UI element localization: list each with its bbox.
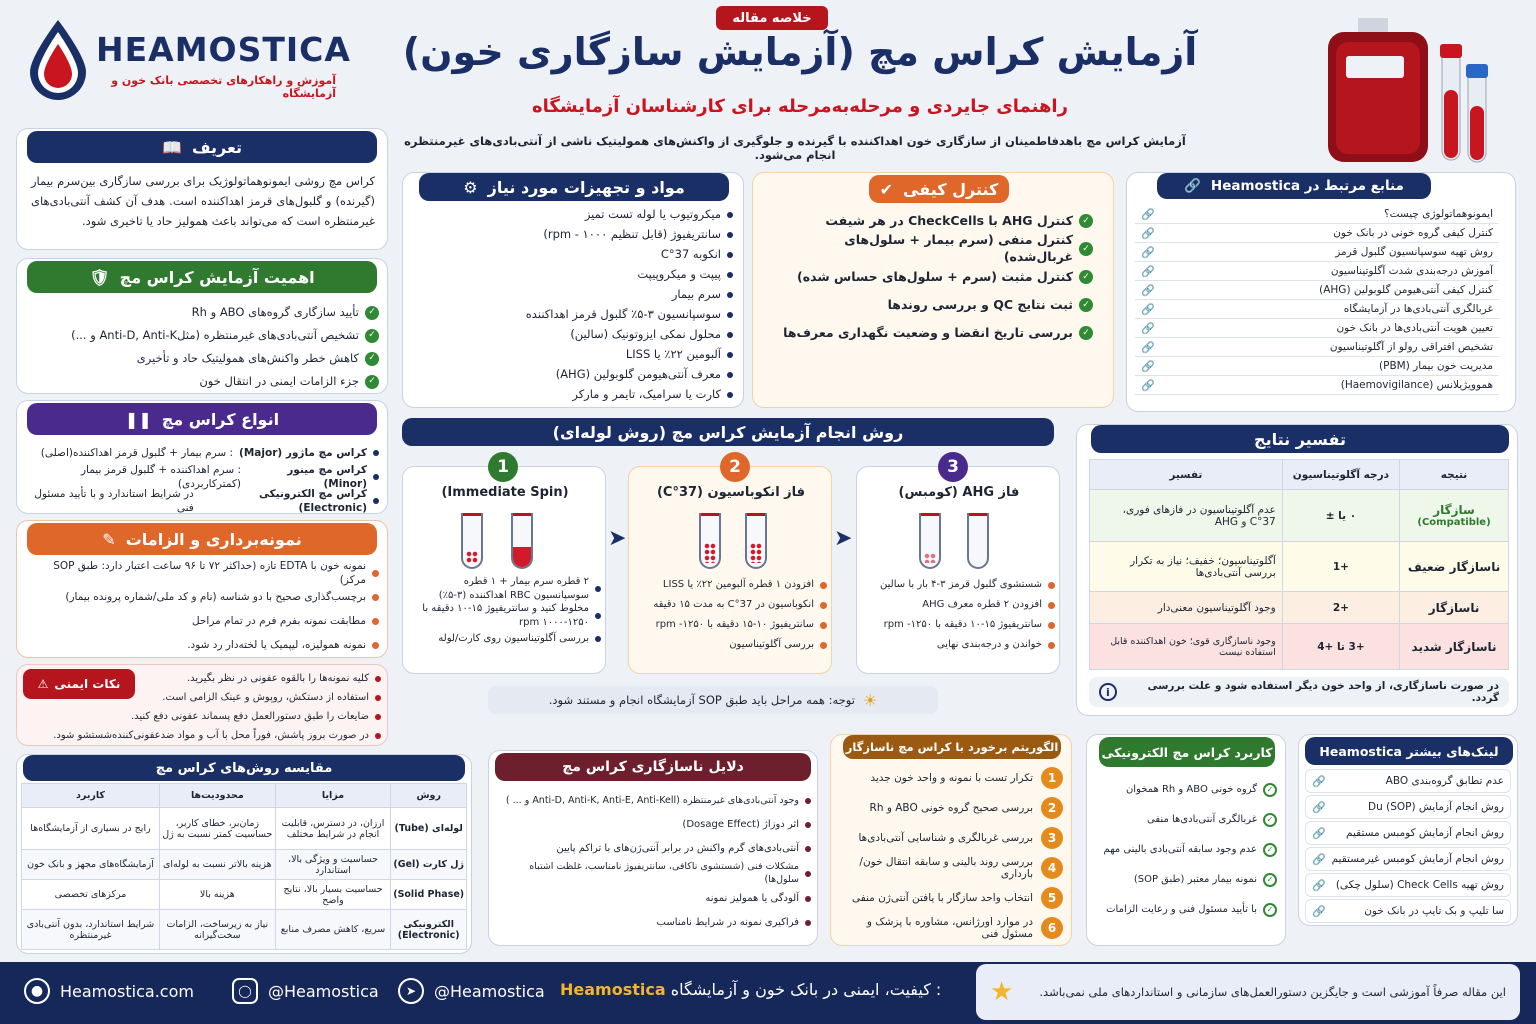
check-icon: ✓	[1263, 783, 1277, 797]
list-item: 2 بررسی صحیح گروه خونی ABO و Rh	[841, 793, 1063, 823]
qc-card	[752, 172, 1114, 408]
check-icon: ✓	[365, 352, 379, 366]
types-card	[16, 400, 388, 514]
brand-name: HEAMOSTICA	[96, 30, 351, 69]
list-item: 1 تکرار تست با نمونه و واحد خون جدید	[841, 763, 1063, 793]
types-list	[27, 441, 379, 513]
step-number: 1	[488, 452, 518, 482]
method-step-3	[856, 466, 1060, 674]
syringe-icon: ✎	[102, 529, 116, 549]
arrow-right-icon: ➤	[608, 526, 627, 551]
check-icon: ✓	[1263, 873, 1277, 887]
resource-link-6[interactable]: تعیین هویت آنتی‌بادی‌ها در بانک خون 🔗	[1135, 319, 1499, 338]
list-item: ✓ گروه خونی ABO و Rh همخوان	[1097, 775, 1277, 805]
more-link-4[interactable]: روش تهیه Check Cells (سلول چکی) 🔗	[1305, 873, 1511, 897]
list-item: کراس مچ مینور (Minor) : سرم اهداکننده + گلبول قرمز بیمار (کمترکاربردی)	[27, 465, 379, 489]
qc-header	[869, 175, 1009, 203]
step-title: فاز AHG (کومبس)	[898, 485, 1020, 500]
page-title: آزمایش کراس مچ (آزمایش سازگاری خون)	[402, 30, 1198, 74]
table-row: الکترونیکی (Electronic) سریع، کاهش مصرف منابع نیاز به زیرساخت، الزامات سخت‌گیرانه شرایط استاندارد، بدون آنتی‌بادی غیرمنتظره	[22, 910, 467, 950]
list-item: اثر دوزاژ (Dosage Effect)	[499, 813, 811, 837]
link-icon: 🔗	[1141, 264, 1155, 278]
check-icon: ✓	[365, 329, 379, 343]
definition-card	[16, 128, 388, 250]
materials-list	[423, 205, 733, 405]
resource-link-8[interactable]: مدیریت خون بیمار (PBM) 🔗	[1135, 357, 1499, 376]
interpretation-note: در صورت ناسازگاری، از واحد خون دیگر استفاده شود و علت بررسی گردد. i	[1089, 677, 1509, 707]
types-title: انواع کراس مچ	[161, 409, 280, 429]
check-icon: ✓	[1263, 813, 1277, 827]
list-item: بررسی آگلوتیناسیون روی کارت/لوله	[411, 629, 601, 649]
arrow-right-icon: ➤	[834, 526, 853, 551]
causes-title: دلایل ناسازگاری کراس مچ	[562, 759, 744, 775]
step-number: 2	[720, 452, 750, 482]
types-header	[27, 403, 377, 435]
definition-title: تعریف	[191, 137, 242, 157]
materials-title: مواد و تجهیزات مورد نیاز	[487, 177, 685, 197]
column-header: محدودیت‌ها	[159, 784, 275, 808]
check-icon: ✓	[365, 306, 379, 320]
list-item: فراکیری نمونه در شرایط نامناسب	[499, 911, 811, 935]
qc-title: کنترل کیفی	[903, 179, 999, 199]
column-header: نتیجه	[1400, 460, 1509, 490]
list-item: افزودن ۱ قطره آلبومین ۲۲٪ یا LISS	[637, 575, 827, 595]
list-item: مطابقت نمونه بفرم فرم در تمام مراحل	[27, 609, 379, 633]
link-icon: 🔗	[1312, 826, 1326, 840]
list-item: شستشوی گلبول قرمز ۳-۴ بار با سالین	[865, 575, 1055, 595]
list-item: ✓ کنترل AHG با CheckCells در هر شیفت	[773, 207, 1093, 235]
resource-link-2[interactable]: روش تهیه سوسپانسیون گلبول قرمز 🔗	[1135, 243, 1499, 262]
resource-link-0[interactable]: ایمونوهماتولوژی چیست؟ 🔗	[1135, 205, 1499, 224]
tube-icon	[967, 513, 989, 569]
link-icon: 🔗	[1141, 378, 1155, 392]
column-header: روش	[391, 784, 467, 808]
check-icon: ✓	[1079, 326, 1093, 340]
link-icon: 🔗	[1184, 178, 1201, 194]
more-links-header	[1305, 737, 1513, 765]
table-row: لوله‌ای (Tube) ارزان، در دسترس، قابلیت انجام در شرایط مختلف زمان‌بر، خطای کاربر، حساسیت کمتر نسبت به ژل رایج در بسیاری از آزمایشگاه‌ها	[22, 808, 467, 850]
link-icon: 🔗	[1312, 904, 1326, 918]
column-header: کاربرد	[22, 784, 160, 808]
importance-title: اهمیت آزمایش کراس مچ	[119, 267, 315, 287]
link-icon: 🔗	[1141, 302, 1155, 316]
shield-check-icon: ✔	[879, 179, 894, 199]
more-links-list	[1305, 769, 1511, 923]
link-icon: 🔗	[1141, 245, 1155, 259]
resource-link-5[interactable]: غربالگری آنتی‌بادی‌ها در آزمایشگاه 🔗	[1135, 300, 1499, 319]
table-row: سازگار (Compatible) ۰ یا ± عدم آگلوتیناسیون در فازهای فوری، 37°C و AHG	[1090, 490, 1509, 542]
safety-card	[16, 664, 388, 746]
list-item: افزودن ۲ قطره معرف AHG	[865, 595, 1055, 615]
tube-icon	[699, 513, 721, 569]
list-item: نمونه همولیزه، لیپمیک یا لخته‌دار رد شود.	[27, 633, 379, 657]
step-title: (Immediate Spin)	[441, 485, 569, 500]
list-item: معرف آنتی‌هیومن گلوبولین (AHG)	[423, 365, 733, 385]
resource-link-9[interactable]: هموویژیلانس (Haemovigilance) 🔗	[1135, 376, 1499, 395]
link-icon: 🔗	[1312, 800, 1326, 814]
method-step-2	[628, 466, 832, 674]
globe-icon: ●	[24, 978, 50, 1004]
link-icon: 🔗	[1312, 852, 1326, 866]
comparison-table	[21, 783, 467, 950]
list-item: ✓ کنترل منفی (سرم بیمار + سلول‌های غربال‌شده)	[773, 235, 1093, 263]
list-item: ✓ ثبت نتایج QC و بررسی روندها	[773, 291, 1093, 319]
importance-header	[27, 261, 377, 293]
logo	[26, 18, 351, 102]
list-item: مشکلات فنی (شستشوی ناکافی، سانتریفیوژ نامناسب، غلظت اشتباه سلول‌ها)	[499, 861, 811, 887]
electronic-list	[1097, 775, 1277, 925]
materials-header	[419, 173, 729, 201]
telegram-icon: ➤	[398, 978, 424, 1004]
list-item: ✓ کاهش خطر واکنش‌های همولیتیک حاد و تأخیری	[27, 347, 379, 370]
more-link-3[interactable]: روش انجام آزمایش کومبس غیرمستقیم 🔗	[1305, 847, 1511, 871]
tube-icon	[511, 513, 533, 569]
method-title: روش انجام آزمایش کراس مچ (روش لوله‌ای)	[552, 422, 904, 442]
table-row: ژل کارت (Gel) حساسیت و ویژگی بالا، استاندارد هزینه بالاتر نسبت به لوله‌ای آزمایشگاه‌های مجهز و بانک خون	[22, 850, 467, 880]
method-header	[402, 418, 1054, 446]
link-icon: 🔗	[1141, 226, 1155, 240]
link-icon: 🔗	[1312, 878, 1326, 892]
list-item: 4 بررسی روند بالینی و سابقه انتقال خون/بارداری	[841, 853, 1063, 883]
resources-card	[1126, 172, 1516, 412]
check-icon: ✓	[1263, 903, 1277, 917]
lightbulb-icon: ☀	[862, 690, 878, 710]
list-item: آنتی‌بادی‌های گرم واکنش در برابر آنتی‌ژن‌های با تراکم پایین	[499, 837, 811, 861]
blood-drop-logo-icon	[26, 18, 90, 102]
comparison-header	[23, 755, 465, 781]
list-item: ✓ نمونه بیمار معتبر (طبق SOP)	[1097, 865, 1277, 895]
more-links-title: لینک‌های بیشتر Heamostica	[1319, 743, 1499, 759]
list-item: ضایعات را طبق دستورالعمل دفع پسماند عفونی دفع کنید.	[27, 707, 381, 726]
more-link-1[interactable]: روش انجام آزمایش Du (SOP) 🔗	[1305, 795, 1511, 819]
method-note: ☀ توجه: همه مراحل باید طبق SOP آزمایشگاه انجام و مستند شود.	[488, 686, 938, 714]
table-row: ناسازگار شدید +3 تا +4 وجود ناسازگاری قوی؛ خون اهداکننده قابل استفاده نیست	[1090, 624, 1509, 670]
check-icon: ✓	[1079, 214, 1093, 228]
list-item: سانتریفیوژ ۱۵-۱۰ دقیقه با ۱۲۵۰- rpm	[865, 615, 1055, 635]
list-item: میکروتیوب یا لوله تست تمیز	[423, 205, 733, 225]
list-item: انکوباسیون در 37°C به مدت ۱۵ دقیقه	[637, 595, 827, 615]
interpretation-card	[1076, 424, 1518, 716]
list-item: سانتریفیوژ ۱۰-۱۵ دقیقه با ۱۲۵۰- rpm	[637, 615, 827, 635]
footer-website[interactable]: ● Heamostica.com	[24, 978, 194, 1004]
check-icon: ✓	[1079, 270, 1093, 284]
link-icon: 🔗	[1141, 359, 1155, 373]
list-item: وجود آنتی‌بادی‌های غیرمنتظره (Anti-D, Anti-K, Anti-E, Anti-Kell و ... )	[499, 789, 811, 813]
sampling-list	[27, 561, 379, 657]
list-item: ✓ تأیید سازگاری گروه‌های ABO و Rh	[27, 301, 379, 324]
list-item: ✓ عدم وجود سابقه آنتی‌بادی بالینی مهم	[1097, 835, 1277, 865]
list-item: ✓ کنترل مثبت (سرم + سلول‌های حساس شده)	[773, 263, 1093, 291]
footer-instagram[interactable]: ◯ @Heamostica	[232, 978, 379, 1004]
column-header: تفسیر	[1090, 460, 1283, 490]
resource-link-3[interactable]: آموزش درجه‌بندی شدت آگلوتیناسیون 🔗	[1135, 262, 1499, 281]
safety-list	[27, 669, 381, 745]
list-item: 3 بررسی غربالگری و شناسایی آنتی‌بادی‌ها	[841, 823, 1063, 853]
list-item: ✓ با تأیید مسئول فنی و رعایت الزامات	[1097, 895, 1277, 925]
page-subtitle: راهنمای جایردی و مرحله‌به‌مرحله برای کارشناسان آزمایشگاه	[532, 96, 1068, 117]
sampling-card	[16, 520, 388, 658]
comparison-card	[16, 754, 472, 954]
list-item: آلودگی یا همولیز نمونه	[499, 887, 811, 911]
link-icon: 🔗	[1141, 207, 1155, 221]
list-item: خواندن و درجه‌بندی نهایی	[865, 635, 1055, 655]
check-icon: ✓	[1079, 242, 1093, 256]
star-icon: ★	[990, 977, 1014, 1007]
instagram-icon: ◯	[232, 978, 258, 1004]
resources-header	[1157, 173, 1431, 199]
more-link-5[interactable]: سا تلیپ و بک تایپ در بانک خون 🔗	[1305, 899, 1511, 923]
list-item: ✓ جزء الزامات ایمنی در انتقال خون	[27, 370, 379, 393]
table-row: ناسازگار ضعیف +1 آگلوتیناسیون؛ خفیف؛ نیاز به تکرار بررسی آنتی‌بادی‌ها	[1090, 542, 1509, 592]
step-number: 3	[938, 452, 968, 482]
list-item: در صورت بروز پاشش، فوراً محل با آب و مواد ضدعفونی‌کننده‌شستشو شود.	[27, 726, 381, 745]
list-item: سانتریفیوژ (قابل تنظیم ۱۰۰۰ - rpm)	[423, 225, 733, 245]
more-link-2[interactable]: روش انجام آزمایش کومبس مستقیم 🔗	[1305, 821, 1511, 845]
sampling-title: نمونه‌برداری و الزامات	[125, 529, 302, 549]
safety-label: نکات ایمنی ⚠	[23, 669, 135, 699]
link-icon: 🔗	[1141, 283, 1155, 297]
list-item: سوسپانسیون ۳-۵٪ گلبول قرمز اهداکننده	[423, 305, 733, 325]
footer-disclaimer: این مقاله صرفاً آموزشی است و جایگزین دستورالعمل‌های سازمانی و استانداردهای ملی نمی‌باشد. ★	[976, 964, 1520, 1020]
check-icon: ✓	[1079, 298, 1093, 312]
test-tubes-icon: ❚❚	[124, 409, 152, 429]
list-item: ✓ تشخیص آنتی‌بادی‌های غیرمنتظره (مثلAnti-D, Anti-K و ...)	[27, 324, 379, 347]
tube-icon	[919, 513, 941, 569]
electronic-header	[1099, 737, 1275, 767]
qc-list	[773, 207, 1093, 347]
list-item: محلول نمکی ایزوتونیک (سالین)	[423, 325, 733, 345]
method-step-1	[402, 466, 606, 674]
list-item: برچسب‌گذاری صحیح با دو شناسه (نام و کد ملی/شماره پرونده بیمار)	[27, 585, 379, 609]
link-icon: 🔗	[1141, 321, 1155, 335]
shield-icon: 🛡	[89, 267, 110, 287]
column-header: درجه آگلوتیناسیون	[1282, 460, 1399, 490]
list-item: پیپت و میکروپیپت	[423, 265, 733, 285]
algorithm-card	[830, 734, 1072, 946]
materials-card	[402, 172, 744, 408]
electronic-title: کاربرد کراس مچ الکترونیکی	[1101, 744, 1273, 760]
list-item: آلبومین ۲۲٪ یا LISS	[423, 345, 733, 365]
footer	[0, 962, 1536, 1024]
list-item: کلیه نمونه‌ها را بالقوه عفونی در نظر بگیرید.	[27, 669, 381, 688]
list-item: کراس مچ ماژور (Major) : سرم بیمار + گلبول قرمز اهداکننده(اصلی)	[27, 441, 379, 465]
algorithm-title: الگوریتم برخورد با کراس مچ ناسازگار	[845, 740, 1059, 754]
interpretation-title: تفسیر نتایج	[1254, 429, 1346, 449]
intro-text: آزمایش کراس مچ باهدفاطمینان از سازگاری خون اهداکننده با گیرنده و جلوگیری از واکنش‌های همولیتیک ناشی از آنتی‌بادی‌های غیرمنتظره انجام می‌شود.	[404, 134, 1186, 162]
link-icon: 🔗	[1312, 774, 1326, 788]
blood-bag-icon	[1318, 10, 1518, 170]
article-badge: خلاصه مقاله	[716, 6, 828, 30]
importance-list	[27, 301, 379, 393]
tube-icon	[745, 513, 767, 569]
resource-link-1[interactable]: کنترل کیفی گروه خونی در بانک خون 🔗	[1135, 224, 1499, 243]
more-links-card	[1298, 734, 1518, 926]
info-icon: i	[1099, 683, 1117, 701]
list-item: ۲ قطره سرم بیمار + ۱ قطره سوسپانسیون RBC اهداکننده (۳-۵٪)	[411, 575, 601, 602]
more-link-0[interactable]: عدم تطابق گروه‌بندی ABO 🔗	[1305, 769, 1511, 793]
table-row: ناسازگار +2 وجود آگلوتیناسیون معنی‌دار	[1090, 592, 1509, 624]
list-item: کراس مچ الکترونیکی (Electronic) در شرایط استاندارد و با تأیید مسئول فنی	[27, 489, 379, 513]
book-icon: 📖	[162, 137, 182, 157]
footer-telegram[interactable]: ➤ @Heamostica	[398, 978, 545, 1004]
list-item: ✓ غربالگری آنتی‌بادی‌ها منفی	[1097, 805, 1277, 835]
definition-header	[27, 131, 377, 163]
list-item: استفاده از دستکش، روپوش و عینک الزامی است.	[27, 688, 381, 707]
importance-card	[16, 258, 388, 394]
definition-text: کراس مچ روشی ایمونوهماتولوژیک برای بررسی سازگاری بین‌سرم بیمار (گیرنده) و گلبول‌های قرمز اهداکننده است. هدف آن کشف آنتی‌بادی‌های غیرمنتظره است که می‌تواند باعث همولیز حاد یا تاخیری شود.	[31, 174, 375, 229]
list-item: 5 انتخاب واحد سازگار با یافتن آنتی‌ژن منفی	[841, 883, 1063, 913]
list-item: مخلوط کنید و سانتریفیوژ ۱۵-۱۰ دقیقه با ۱۲۵۰-۱۰۰۰ rpm	[411, 602, 601, 629]
resource-link-4[interactable]: کنترل کیفی آنتی‌هیومن گلوبولین (AHG) 🔗	[1135, 281, 1499, 300]
brand-tagline: آموزش و راهکارهای تخصصی بانک خون و آزمایشگاه	[111, 74, 336, 100]
causes-list	[499, 789, 811, 935]
resources-list	[1135, 205, 1499, 395]
list-item: بررسی آگلوتیناسیون	[637, 635, 827, 655]
comparison-title: مقایسه روش‌های کراس مچ	[155, 760, 333, 776]
footer-slogan: : کیفیت، ایمنی در بانک خون و آزمایشگاه Heamostica	[560, 980, 942, 999]
list-item: نمونه خون با EDTA تازه (حداکثر ۷۲ تا ۹۶ ساعت اعتبار دارد: طبق SOP مرکز)	[27, 561, 379, 585]
tube-icon	[461, 513, 483, 569]
interpretation-header	[1091, 425, 1509, 453]
gear-icon: ⚙	[463, 177, 478, 197]
list-item: کارت یا سرامیک، تایمر و مارکر	[423, 385, 733, 405]
check-icon: ✓	[1263, 843, 1277, 857]
warning-icon: ⚠	[37, 677, 49, 691]
list-item: ✓ بررسی تاریخ انقضا و وضعیت نگهداری معرف‌ها	[773, 319, 1093, 347]
resource-link-7[interactable]: تشخیص افتراقی رولو از آگلوتیناسیون 🔗	[1135, 338, 1499, 357]
step-title: فاز انکوباسیون (37°C)	[656, 485, 806, 500]
table-row: (Solid Phase) حساسیت بسیار بالا، نتایج واضح هزینه بالا مرکزهای تخصصی	[22, 880, 467, 910]
interpretation-table	[1089, 459, 1509, 670]
list-item: سرم بیمار	[423, 285, 733, 305]
list-item: انکوبه 37°C	[423, 245, 733, 265]
column-header: مزایا	[275, 784, 391, 808]
list-item: 6 در موارد اورژانس، مشاوره با پزشک و مسئول فنی	[841, 913, 1063, 943]
causes-card	[488, 750, 818, 946]
sampling-header	[27, 523, 377, 555]
electronic-card	[1086, 734, 1286, 946]
algorithm-list	[841, 763, 1063, 943]
causes-header	[495, 753, 811, 781]
link-icon: 🔗	[1141, 340, 1155, 354]
algorithm-header	[843, 735, 1061, 759]
resources-title: منابع مرتبط در Heamostica	[1210, 178, 1404, 194]
check-icon: ✓	[365, 375, 379, 389]
